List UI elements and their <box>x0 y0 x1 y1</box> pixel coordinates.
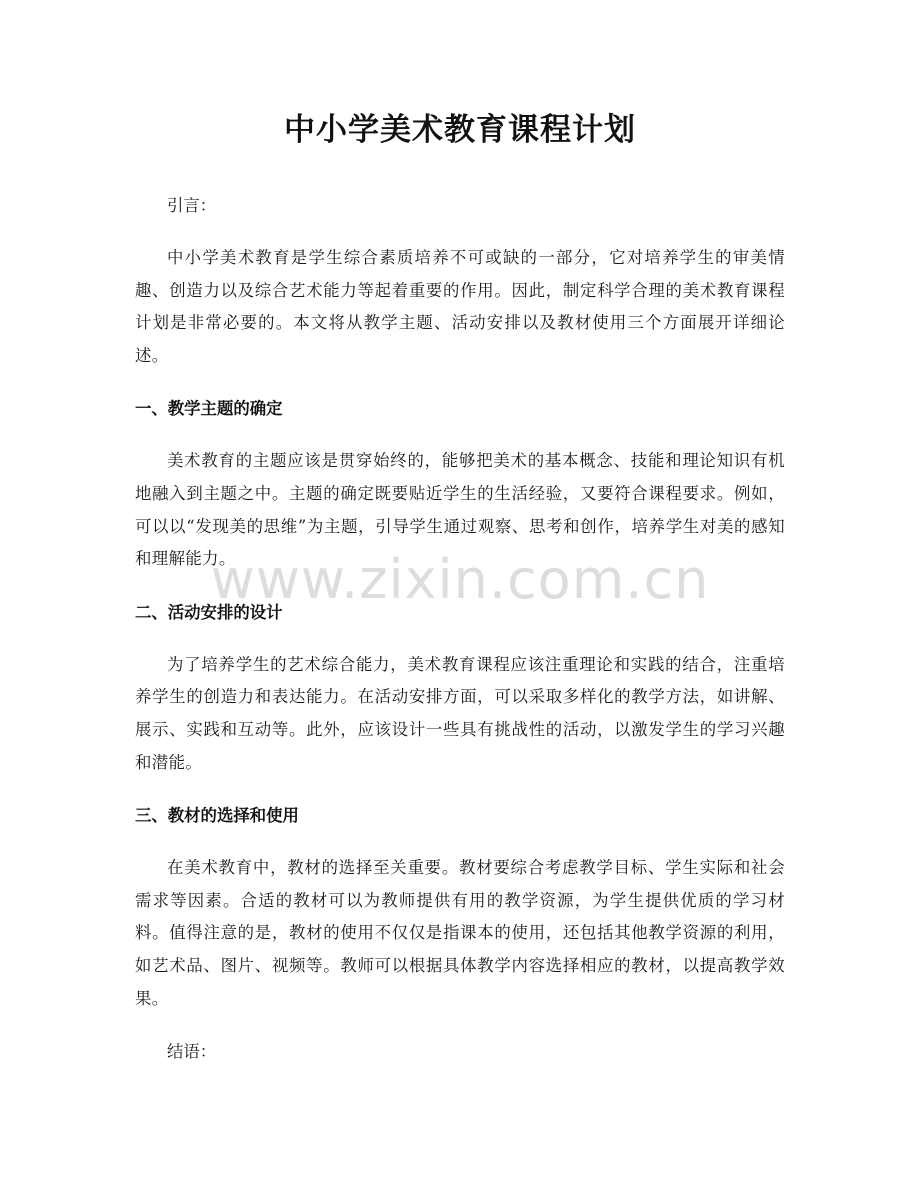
intro-paragraph: 中小学美术教育是学生综合素质培养不可或缺的一部分，它对培养学生的审美情趣、创造力以及综合艺术能力等起着重要的作用。因此，制定科学合理的美术教育课程计划是非常必要的。本文将从教学主题、活动安排以及教材使用三个方面展开详细论述。 <box>135 248 785 365</box>
watermark: www.zixin.com.cn <box>210 548 710 611</box>
closing-label: 结语： <box>167 1042 217 1062</box>
document-body <box>135 108 785 1068</box>
section-heading-3: 三、教材的选择和使用 <box>135 806 299 826</box>
section-heading-2: 二、活动安排的设计 <box>135 602 283 622</box>
section-paragraph-2: 为了培养学生的艺术综合能力，美术教育课程应该注重理论和实践的结合，注重培养学生的创造力和表达能力。在活动安排方面，可以采取多样化的教学方法，如讲解、展示、实践和互动等。此外，应该设计一些具有挑战性的活动，以激发学生的学习兴趣和潜能。 <box>135 654 785 772</box>
section-paragraph-1: 美术教育的主题应该是贯穿始终的，能够把美术的基本概念、技能和理论知识有机地融入到主题之中。主题的确定既要贴近学生的生活经验，又要符合课程要求。例如，可以以“发现美的思维”为主题，引导学生通过观察、思考和创作，培养学生对美的感知和理解能力。 <box>135 451 785 569</box>
section-paragraph-3: 在美术教育中，教材的选择至关重要。教材要综合考虑教学目标、学生实际和社会需求等因素。合适的教材可以为教师提供有用的教学资源，为学生提供优质的学习材料。值得注意的是，教材的使用不仅仅是指课本的使用，还包括其他教学资源的利用，如艺术品、图片、视频等。教师可以根据具体教学内容选择相应的教材，以提高教学效果。 <box>135 858 785 1008</box>
intro-label: 引言： <box>167 196 217 215</box>
document-title: 中小学美术教育课程计划 <box>284 112 636 148</box>
section-heading-1: 一、教学主题的确定 <box>135 399 283 419</box>
